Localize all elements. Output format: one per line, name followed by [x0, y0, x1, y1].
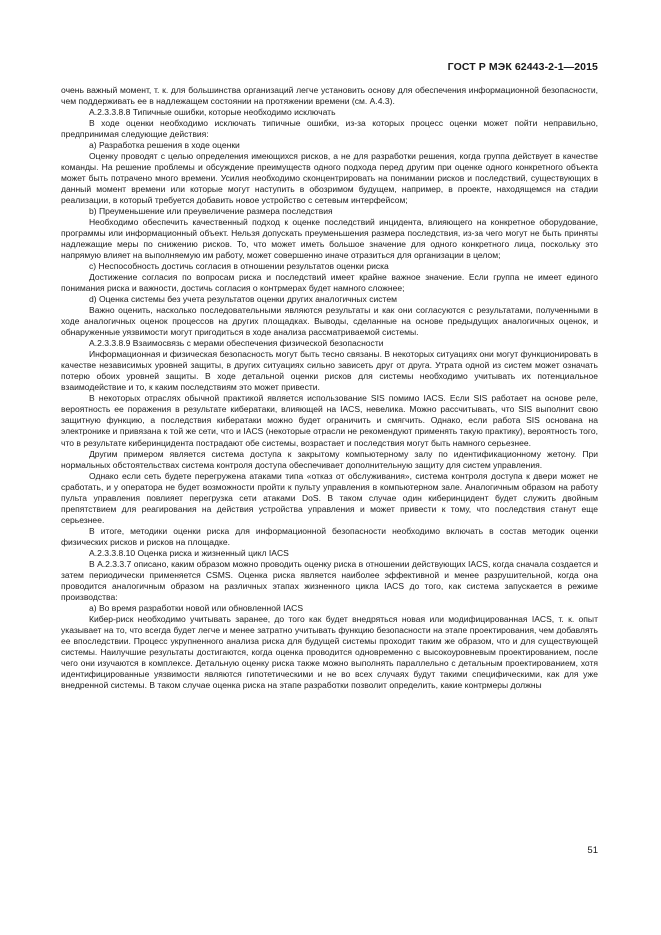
paragraph: А.2.3.3.8.8 Типичные ошибки, которые необходимо исключать: [89, 107, 336, 118]
paragraph: Необходимо обеспечить качественный подход к оценке последствий инцидента, влияющего на конкретное оборудование, программы или информационный объект. Нельзя допускать преуменьшения размера последствия, из-за чего могут не быть приняты надлежащие меры по снижению рисков. То, что может иметь большое значение для одного конкретного лица, поскольку это напрямую влияет на выполняемую им работу, может совершенно иначе отразиться для организации в целом;: [61, 217, 598, 261]
paragraph: Другим примером является система доступа к закрытому компьютерному залу по идентификационному жетону. При нормальных обстоятельствах система контроля доступа обеспечивает дополнительную защиту для систем управления.: [61, 448, 598, 470]
paragraph: В некоторых отраслях обычной практикой является использование SIS помимо IACS. Если SIS работает на основе реле, вероятность ее поражения в результате кибератаки, влияющей на IACS, невелика. Можно рассчитывать, что SIS выполнит свою защитную функцию, а последствия кибератаки можно будет ограничить и смягчить. Однако, если работа SIS основана на электронике и привязана к той же сети, что и IACS (некоторые отрасли не рекомендуют применять такую практику), вероятность того, что в результате киберинцидента пострадают обе системы, возрастает и последствия могут быть намного серьезнее.: [61, 393, 598, 448]
paragraph: Оценку проводят с целью определения имеющихся рисков, а не для разработки решения, когда группа действует в качестве команды. На решение проблемы и обсуждение преимуществ одного подхода перед другим при оценке одного конкретного объекта может быть потрачено много времени. Усилия необходимо сконцентрировать на понимании рисков и последствий, существующих в данный момент времени или которые могут наступить в обозримом будущем, например, в проекте, находящемся на стадии реализации, в который требуется добавить новое устройство с сетевым интерфейсом;: [61, 151, 598, 206]
body-text: [61, 85, 598, 691]
standard-header: ГОСТ Р МЭК 62443-2-1—2015: [447, 61, 598, 73]
paragraph: а) Разработка решения в ходе оценки: [89, 140, 240, 151]
paragraph: d) Оценка системы без учета результатов оценки других аналогичных систем: [89, 294, 397, 305]
paragraph: В ходе оценки необходимо исключать типичные ошибки, из-за которых процесс оценки может пойти неправильно, предпринимая следующие действия:: [61, 118, 598, 140]
paragraph: с) Неспособность достичь согласия в отношении результатов оценки риска: [89, 261, 389, 272]
paragraph: а) Во время разработки новой или обновленной IACS: [89, 602, 304, 613]
paragraph: А.2.3.3.8.10 Оценка риска и жизненный цикл IACS: [89, 547, 289, 558]
paragraph: Кибер-риск необходимо учитывать заранее, до того как будет внедряться новая или модифицированная IACS, т. к. опыт указывает на то, что всегда будет легче и менее затратно учитывать функцию безопасности на этапе проектирования, чем добавлять ее впоследствии. Процесс укрупненного анализа риска для будущей системы проходит таким же образом, что и для существующей системы. Наилучшие результаты достигаются, когда оценка проводится одновременно с высокоуровневым проектированием, после чего они изучаются в комплексе. Детальную оценку риска также можно выполнять параллельно с детальным проектированием, хотя идентифицированные уязвимости являются гипотетическими и не во всех случаях будут такими специфическими, как для уже внедренной системы. В таком случае оценка риска на этапе разработки позволит определить, какие контрмеры должны: [61, 613, 598, 690]
paragraph: А.2.3.3.8.9 Взаимосвязь с мерами обеспечения физической безопасности: [89, 338, 384, 349]
paragraph: В итоге, методики оценки риска для информационной безопасности необходимо включать в состав методик оценки физических рисков и рисков на площадке.: [61, 525, 598, 547]
page-number: 51: [587, 845, 598, 856]
paragraph: Информационная и физическая безопасность могут быть тесно связаны. В некоторых ситуациях они могут функционировать в качестве независимых уровней защиты, в других ситуациях сильно зависеть друг от друга. Утрата одной из систем может означать потерю обоих уровней защиты. В ходе детальной оценки рисков для системы необходимо учитывать их потенциальное взаимодействие и то, к каким последствиям это может привести.: [61, 349, 598, 393]
paragraph: Достижение согласия по вопросам риска и последствий имеет крайне важное значение. Если группа не имеет единого понимания риска и важности, достичь согласия о контрмерах будет намного сложнее;: [61, 272, 598, 294]
paragraph: Однако если сеть будете перегружена атаками типа «отказ от обслуживания», система контроля доступа к двери может не сработать, и у оператора не будет возможности пройти к пульту управления в компьютерном зале. Аналогичным образом на работу пульта управления повлияет перегрузка сети атаками DoS. В таком случае один киберинцидент будет служить двойным препятствием для реагирования на действия устройства управления и может привести к тому, что последствия станут еще серьезнее.: [61, 470, 598, 525]
paragraph: В А.2.3.3.7 описано, каким образом можно проводить оценку риска в отношении действующих IACS, когда сначала создается и затем периодически применяется CSMS. Оценка риска является наиболее эффективной и менее разрушительной, когда она проводится аналогичным образом на различных этапах жизненного цикла IACS до того, как система запускается в режиме производства:: [61, 558, 598, 602]
paragraph: Важно оценить, насколько последовательными являются результаты и как они согласуются с результатами, полученными в ходе аналогичных оценок процессов на других площадках. Выводы, сделанные на основе предыдущих аналогичных оценок, и обнаруженные уязвимости могут пригодиться в ходе анализа рассматриваемой системы.: [61, 305, 598, 338]
paragraph: b) Преуменьшение или преувеличение размера последствия: [89, 206, 333, 217]
paragraph: очень важный момент, т. к. для большинства организаций легче установить основу для обеспечения информационной безопасности, чем поддерживать ее в надлежащем состоянии на протяжении времени (см. А.4.3).: [61, 85, 598, 107]
